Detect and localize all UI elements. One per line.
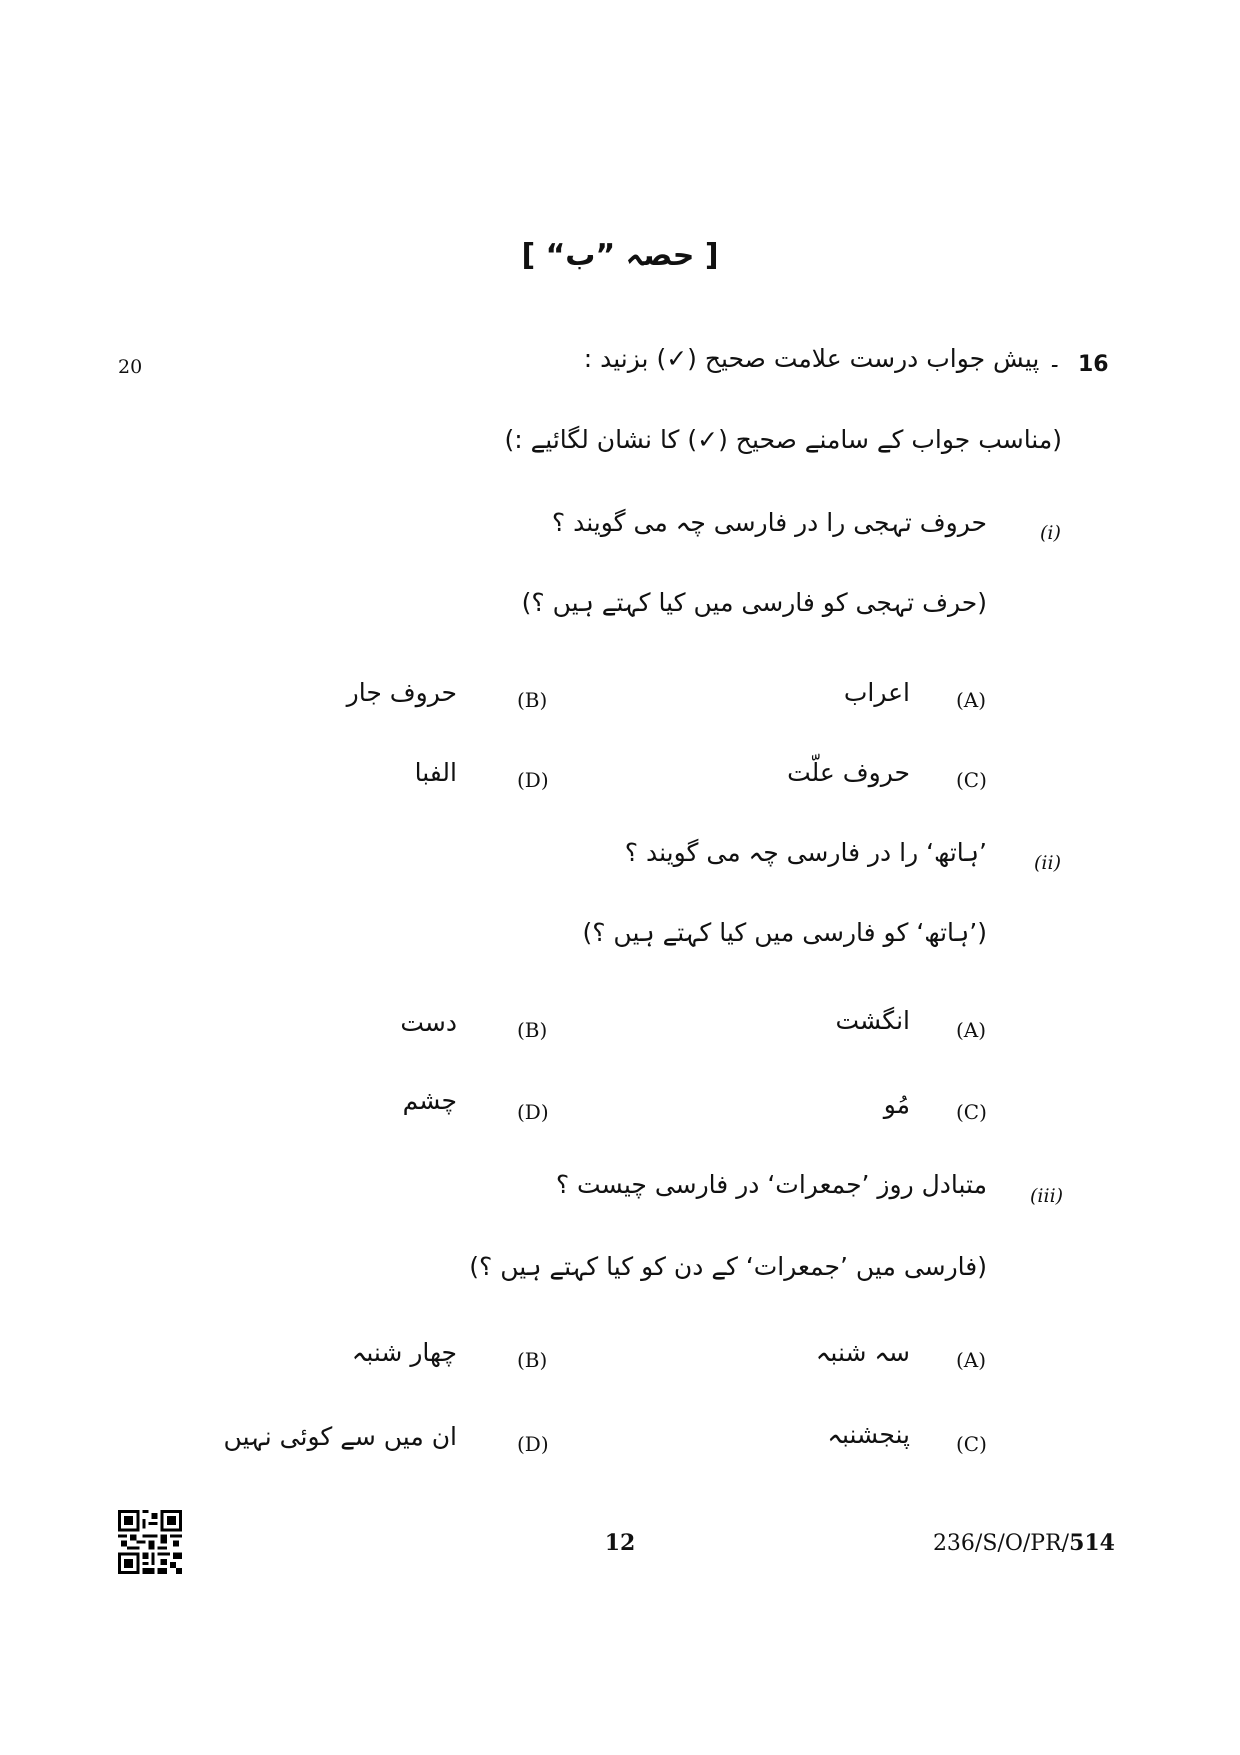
option-key: (C) [956, 1432, 987, 1456]
option-text: اعراب [843, 678, 910, 707]
option-text: حروف علّت [787, 758, 910, 787]
subquestion-text-urdu: (فارسی میں ’جمعرات‘ کے دن کو کیا کہتے ہیں ؟) [469, 1252, 987, 1281]
subquestion-label: (i) [1040, 522, 1061, 544]
option-text: دست [400, 1008, 457, 1037]
option-key: (D) [517, 1100, 549, 1124]
subquestion-text-persian: حروف تہجی را در فارسی چہ می گویند ؟ [551, 508, 987, 537]
option-text: حروف جار [346, 678, 457, 707]
option-text: ان میں سے کوئی نہیں [223, 1422, 457, 1451]
option-key: (D) [517, 768, 549, 792]
paper-code [933, 1530, 1115, 1556]
subquestion-text-persian: ’ہاتھ‘ را در فارسی چہ می گویند ؟ [624, 838, 987, 867]
option-text: پنجشنبہ [827, 1420, 910, 1449]
subquestion-text-urdu: (’ہاتھ‘ کو فارسی میں کیا کہتے ہیں ؟) [582, 918, 987, 947]
option-text: چشم [402, 1086, 457, 1115]
option-text: سہ شنبہ [815, 1338, 910, 1367]
question-number: 16 [1078, 352, 1109, 377]
option-key: (D) [517, 1432, 549, 1456]
option-key: (B) [517, 688, 548, 712]
option-key: (A) [956, 1018, 987, 1042]
option-text: الفبا [414, 758, 457, 787]
page-number: 12 [604, 1530, 636, 1556]
subquestion-label: (ii) [1034, 852, 1061, 874]
option-text: انگشت [835, 1006, 910, 1035]
subquestion-label: (iii) [1030, 1185, 1064, 1207]
subquestion-text-persian: متبادل روز ’جمعرات‘ در فارسی چیست ؟ [555, 1170, 987, 1199]
question-instruction-persian: ۔ پیش جواب درست علامت صحیح (✓) بزنید : [583, 344, 1062, 373]
option-key: (B) [517, 1018, 548, 1042]
option-key: (C) [956, 768, 987, 792]
option-key: (A) [956, 688, 987, 712]
option-key: (A) [956, 1348, 987, 1372]
marks: 20 [118, 356, 143, 378]
option-text: مُو [883, 1090, 910, 1119]
question-instruction-urdu: (مناسب جواب کے سامنے صحیح (✓) کا نشان لگائیے :) [504, 425, 1062, 454]
paper-code-number: 514 [1069, 1530, 1115, 1556]
option-key: (C) [956, 1100, 987, 1124]
option-text: چھار شنبہ [351, 1338, 457, 1367]
subquestion-text-urdu: (حرف تہجی کو فارسی میں کیا کہتے ہیں ؟) [521, 588, 987, 617]
paper-code-prefix: 236/S/O/PR/ [932, 1531, 1070, 1556]
section-heading: [ حصہ ”ب“ ] [521, 238, 719, 273]
option-key: (B) [517, 1348, 548, 1372]
